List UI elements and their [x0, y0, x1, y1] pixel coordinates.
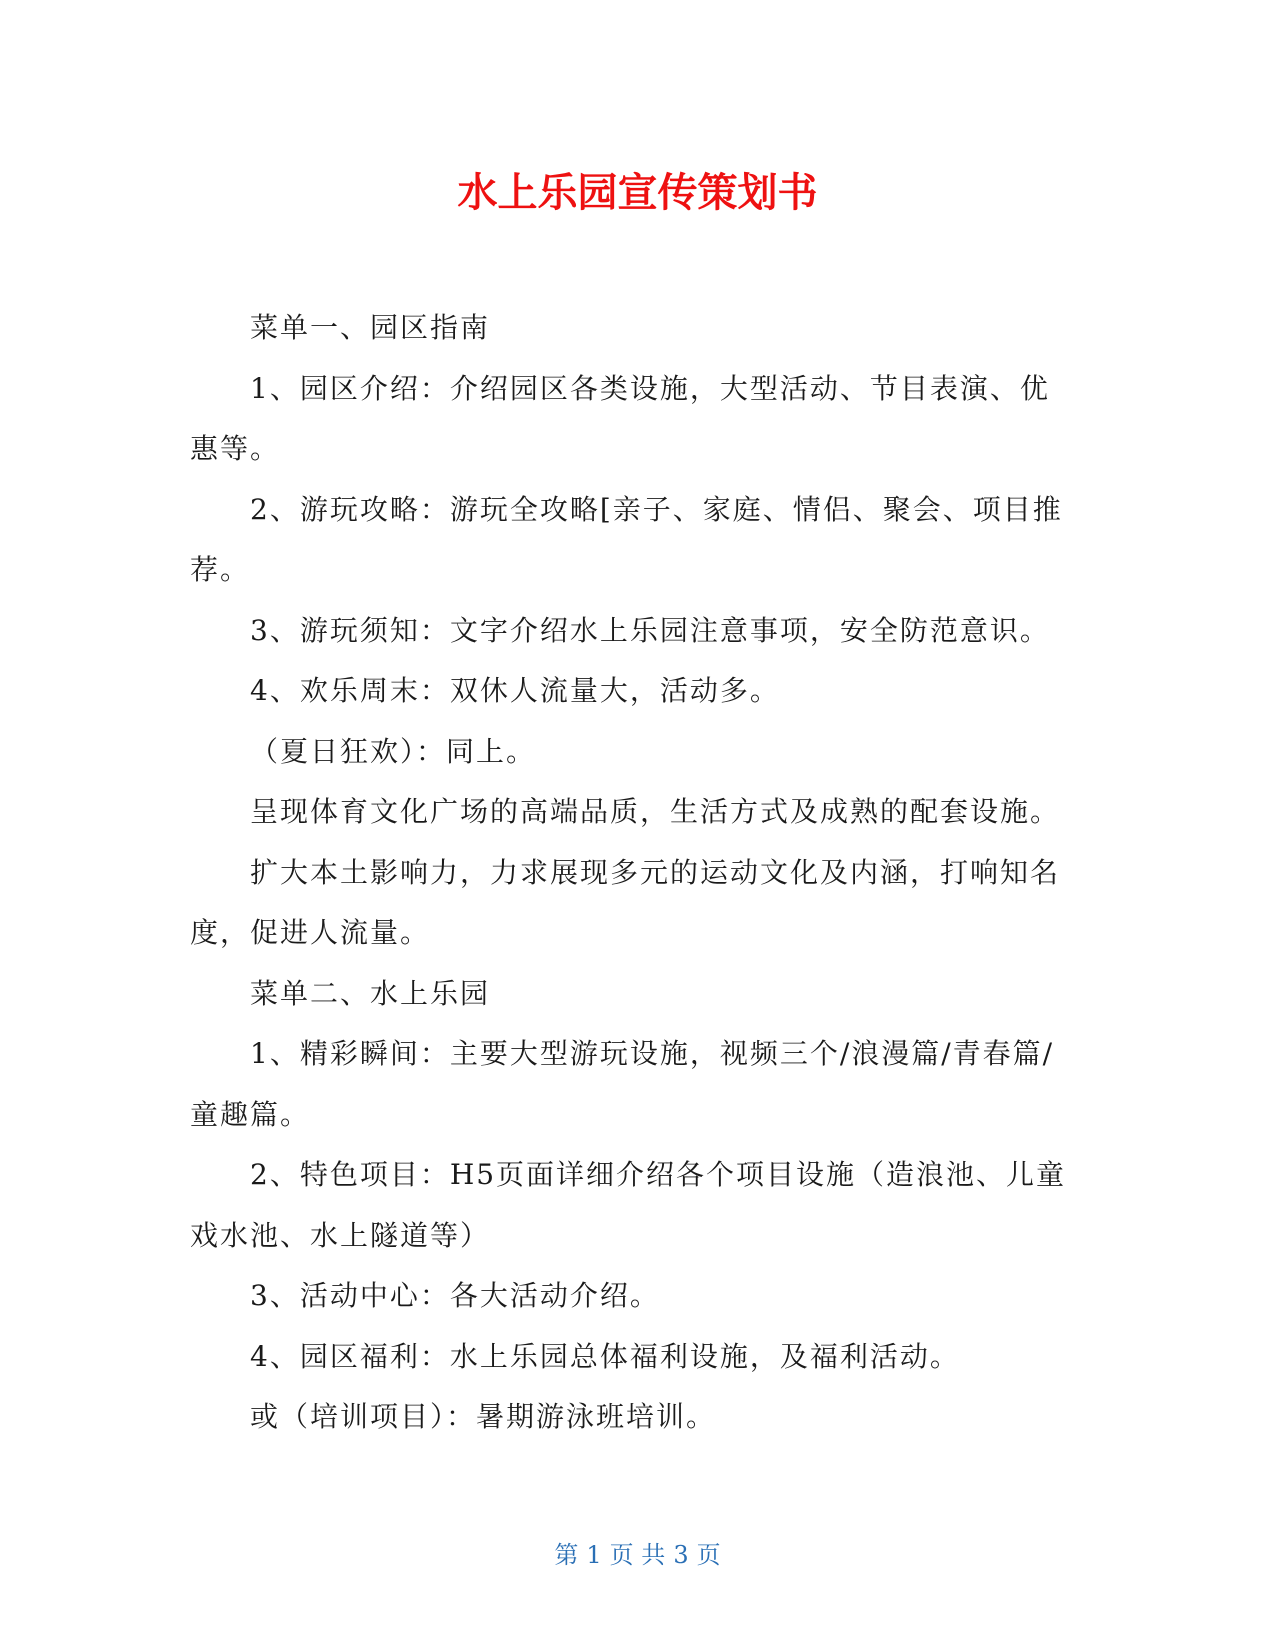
footer-middle: 页 共 — [609, 1541, 666, 1569]
paragraph-play-notice: 3、游玩须知：文字介绍水上乐园注意事项，安全防范意识。 — [250, 613, 1050, 647]
paragraph-menu-1-heading: 菜单一、园区指南 — [250, 311, 491, 344]
paragraph-play-guide: 2、游玩攻略：游玩全攻略[亲子、家庭、情侣、聚会、项目推荐。 — [190, 492, 1063, 586]
paragraph-menu-2-heading: 菜单二、水上乐园 — [250, 976, 491, 1010]
document-title: 水上乐园宣传策划书 — [457, 170, 818, 216]
paragraph-summer-carnival: （夏日狂欢）：同上。 — [250, 734, 537, 768]
footer-prefix: 第 — [554, 1541, 579, 1569]
paragraph-featured-items: 2、特色项目：H5页面详细介绍各个项目设施（造浪池、儿童戏水池、水上隧道等） — [190, 1158, 1067, 1252]
document-body — [190, 298, 1075, 1448]
paragraph-highlights: 1、精彩瞬间：主要大型游玩设施，视频三个/浪漫篇/青春篇/童趣篇。 — [190, 1037, 1055, 1131]
paragraph-activity-center: 3、活动中心：各大活动介绍。 — [250, 1279, 660, 1312]
paragraph-sports-culture: 呈现体育文化广场的高端品质，生活方式及成熟的配套设施。 — [250, 795, 1061, 828]
paragraph-park-welfare: 4、园区福利：水上乐园总体福利设施，及福利活动。 — [250, 1339, 960, 1373]
footer-current-page: 1 — [586, 1541, 602, 1569]
page-footer — [0, 1540, 1275, 1570]
paragraph-park-intro: 1、园区介绍：介绍园区各类设施，大型活动、节目表演、优惠等。 — [190, 371, 1050, 465]
footer-total-pages: 3 — [673, 1541, 689, 1569]
paragraph-training: 或（培训项目）：暑期游泳班培训。 — [250, 1400, 717, 1433]
paragraph-happy-weekend: 4、欢乐周末：双休人流量大，活动多。 — [250, 674, 780, 707]
paragraph-local-influence: 扩大本土影响力，力求展现多元的运动文化及内涵，打响知名度，促进人流量。 — [190, 855, 1061, 949]
footer-suffix: 页 — [696, 1541, 721, 1569]
